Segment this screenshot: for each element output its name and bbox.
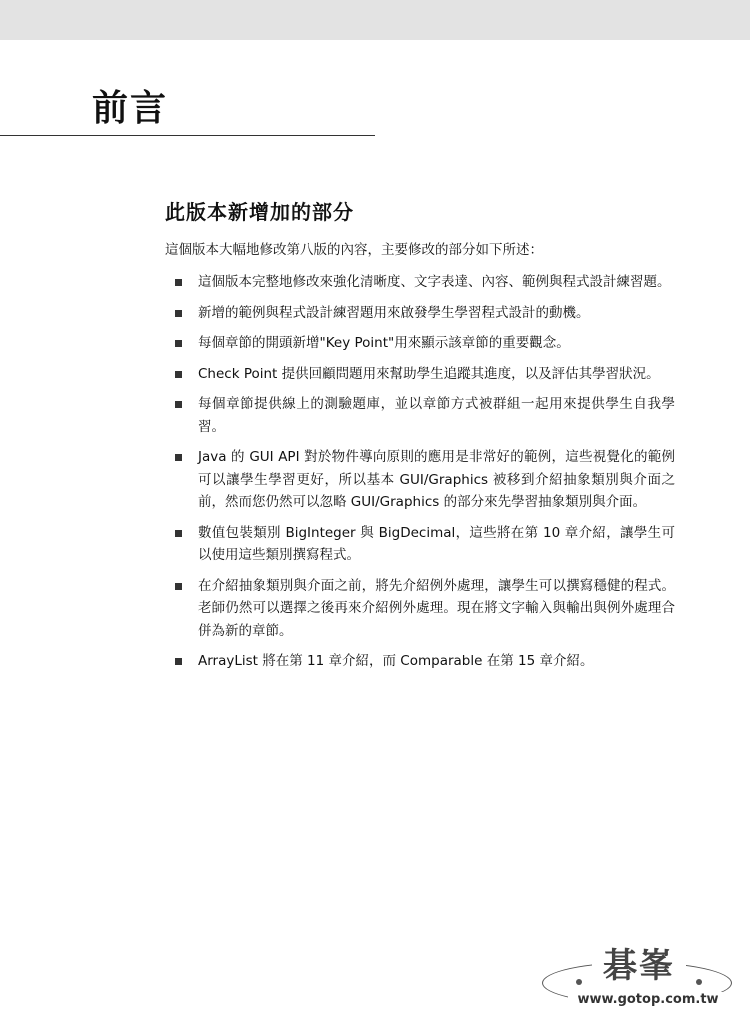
top-bar	[0, 0, 750, 40]
square-bullet-icon	[175, 310, 182, 317]
logo-dot	[576, 979, 582, 985]
logo-dot	[696, 979, 702, 985]
publisher-logo	[540, 944, 740, 1016]
list-item-text: 每個章節的開頭新增"Key Point"用來顯示該章節的重要觀念。	[198, 335, 570, 351]
logo-mark: 碁峯	[592, 944, 686, 988]
list-item	[165, 446, 675, 514]
section-new-additions	[165, 196, 675, 681]
square-bullet-icon	[175, 401, 182, 408]
list-item-text: 在介紹抽象類別與介面之前，將先介紹例外處理，讓學生可以撰寫穩健的程式。老師仍然可以選擇之後再來介紹例外處理。現在將文字輸入與輸出與例外處理合併為新的章節。	[198, 577, 675, 639]
list-item-text: ArrayList 將在第 11 章介紹，而 Comparable 在第 15 章介紹。	[198, 653, 594, 669]
list-item	[165, 332, 675, 355]
list-item	[165, 393, 675, 438]
list-item	[165, 575, 675, 643]
logo-url: www.gotop.com.tw	[568, 992, 728, 1007]
square-bullet-icon	[175, 454, 182, 461]
bullet-list	[165, 271, 675, 673]
section-intro: 這個版本大幅地修改第八版的內容，主要修改的部分如下所述：	[165, 242, 543, 258]
square-bullet-icon	[175, 340, 182, 347]
list-item	[165, 363, 675, 386]
list-item-text: 新增的範例與程式設計練習題用來啟發學生學習程式設計的動機。	[198, 304, 590, 321]
square-bullet-icon	[175, 530, 182, 537]
section-heading: 此版本新增加的部分	[165, 200, 354, 224]
square-bullet-icon	[175, 583, 182, 590]
list-item	[165, 302, 675, 325]
list-item-text: Java 的 GUI API 對於物件導向原則的應用是非常好的範例，這些視覺化的範例可以讓學生學習更好，所以基本 GUI/Graphics 被移到介紹抽象類別與介面之前，然而您仍然可以忽略 GUI/Graphics 的部分來先學習抽象類別與介面。	[198, 449, 675, 510]
list-item	[165, 271, 675, 294]
square-bullet-icon	[175, 658, 182, 665]
list-item-text: 每個章節提供線上的測驗題庫，並以章節方式被群組一起用來提供學生自我學習。	[198, 396, 675, 435]
square-bullet-icon	[175, 371, 182, 378]
title-divider	[0, 135, 375, 136]
chapter-title: 前言	[92, 87, 169, 129]
list-item	[165, 522, 675, 567]
list-item-text: Check Point 提供回顧問題用來幫助學生追蹤其進度，以及評估其學習狀況。	[198, 365, 660, 382]
list-item-text: 這個版本完整地修改來強化清晰度、文字表達、內容、範例與程式設計練習題。	[198, 274, 671, 290]
square-bullet-icon	[175, 279, 182, 286]
list-item	[165, 650, 675, 673]
list-item-text: 數值包裝類別 BigInteger 與 BigDecimal，這些將在第 10 章介紹，讓學生可以使用這些類別撰寫程式。	[198, 524, 675, 563]
